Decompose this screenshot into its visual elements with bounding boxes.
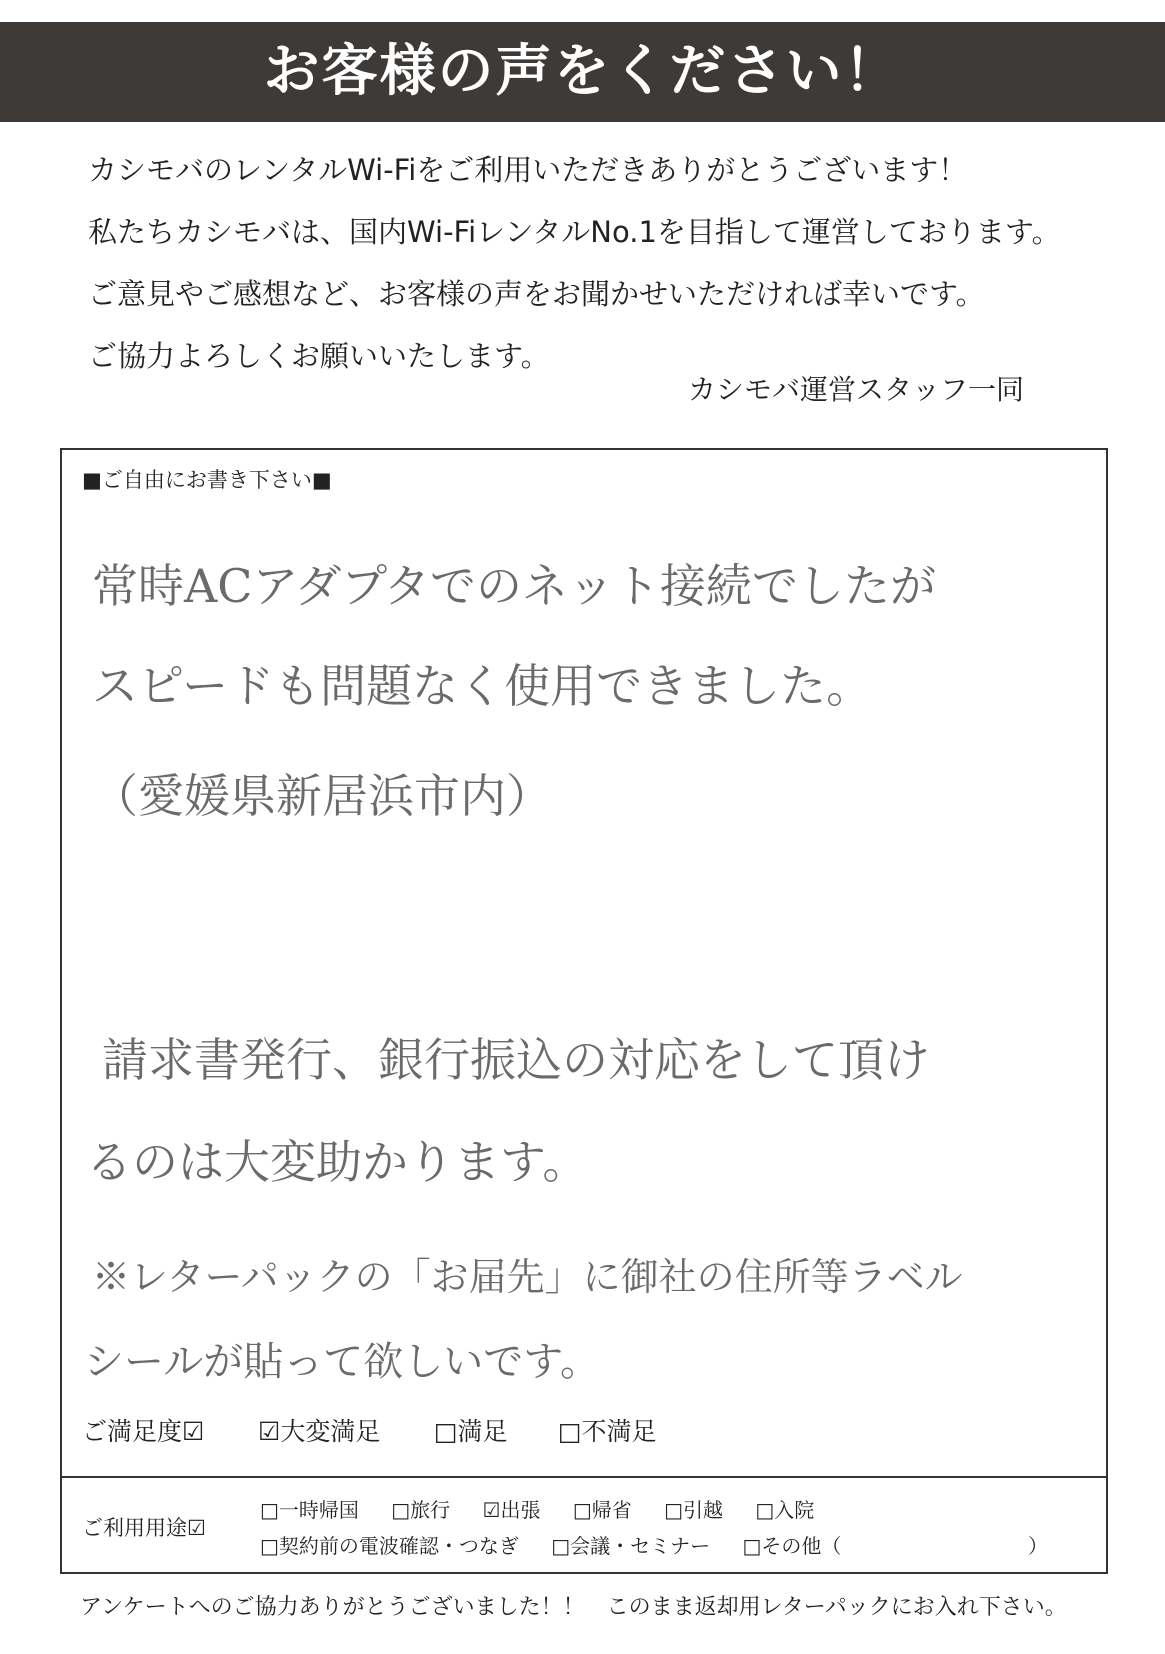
usage-section	[62, 1476, 1106, 1574]
footer-note: アンケートへのご協力ありがとうございました！！ このまま返却用レターパックにお入れ下さい。	[80, 1595, 1067, 1620]
usage-option-hospitalization[interactable]: □入院	[755, 1498, 815, 1522]
handwritten-line-3: （愛媛県新居浜市内）	[92, 769, 552, 823]
intro-line-2: 私たちカシモバは、国内Wi-FiレンタルNo.1を目指して運営しております。	[88, 215, 1061, 249]
page-title-banner	[0, 22, 1165, 122]
usage-option-temporary-return[interactable]: □一時帰国	[260, 1498, 359, 1522]
handwritten-line-7: シールが貼って欲しいです。	[84, 1339, 600, 1385]
usage-label: ご利用用途☑	[82, 1516, 206, 1540]
satisfaction-label: ご満足度☑	[82, 1417, 205, 1446]
intro-message	[88, 148, 1088, 396]
usage-option-business-trip[interactable]: ☑出張	[482, 1498, 541, 1522]
staff-signature: カシモバ運営スタッフ一同	[688, 373, 1025, 406]
usage-options-row-1	[260, 1494, 840, 1523]
usage-other-close-paren: ）	[1028, 1534, 1048, 1558]
free-comment-label: ■ご自由にお書き下さい■	[82, 468, 332, 492]
handwritten-line-1: 常時ACアダプタでのネット接続でしたが	[92, 559, 936, 613]
usage-option-meeting-seminar[interactable]: □会議・セミナー	[551, 1534, 711, 1558]
usage-options-row-2	[260, 1530, 1060, 1559]
handwritten-line-5: るのは大変助かります。	[86, 1135, 589, 1189]
survey-form-box	[60, 448, 1108, 1574]
intro-line-3: ご意見やご感想など、お客様の声をお聞かせいただければ幸いです。	[88, 277, 985, 311]
handwritten-line-6: ※レターパックの「お届先」に御社の住所等ラベル	[92, 1255, 963, 1299]
satisfaction-option-satisfied[interactable]: □満足	[433, 1417, 508, 1446]
usage-option-travel[interactable]: □旅行	[391, 1498, 451, 1522]
satisfaction-row	[82, 1412, 656, 1448]
usage-option-moving[interactable]: □引越	[664, 1498, 723, 1522]
handwritten-line-2: スピードも問題なく使用できました。	[92, 659, 873, 713]
intro-line-4: ご協力よろしくお願いいたします。	[88, 339, 550, 373]
usage-option-homecoming[interactable]: □帰省	[572, 1498, 632, 1522]
handwritten-line-4: 請求書発行、銀行振込の対応をして頂け	[102, 1033, 930, 1087]
satisfaction-option-dissatisfied[interactable]: □不満足	[557, 1417, 657, 1446]
satisfaction-option-very-satisfied[interactable]: ☑大変満足	[257, 1417, 381, 1446]
page-title: お客様の声をください！	[263, 39, 902, 104]
usage-option-signal-check[interactable]: □契約前の電波確認・つなぎ	[260, 1534, 519, 1558]
usage-option-other[interactable]: □その他（	[742, 1534, 842, 1558]
intro-line-1: カシモバのレンタルWi-Fiをご利用いただきありがとうございます！	[88, 153, 968, 187]
